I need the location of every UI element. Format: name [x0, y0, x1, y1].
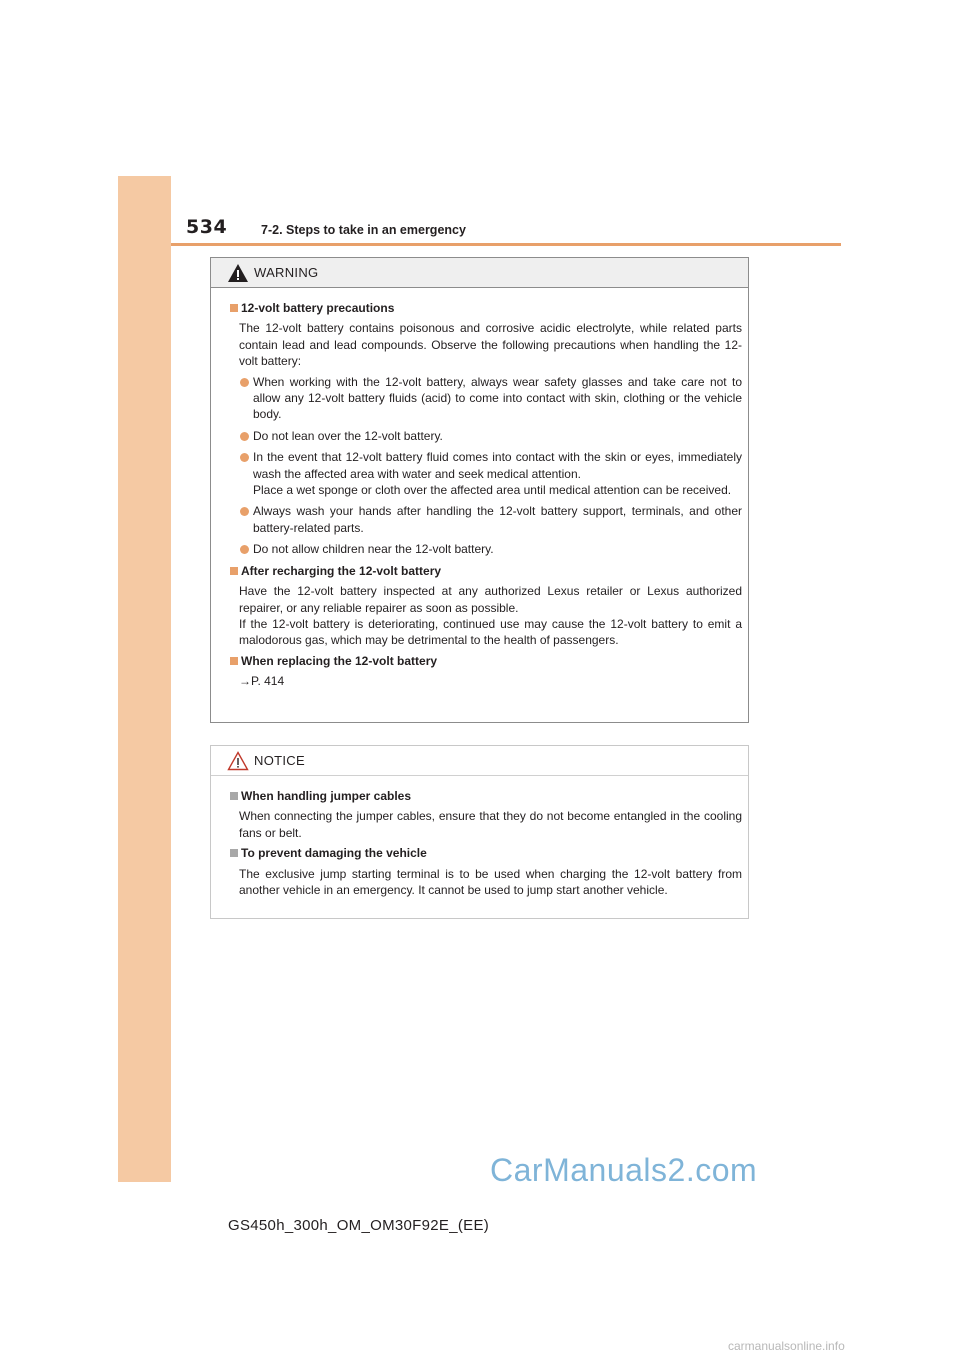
section-heading: When handling jumper cables	[229, 788, 742, 804]
notice-label: NOTICE	[254, 753, 305, 768]
notice-body	[211, 776, 748, 898]
square-bullet-icon	[230, 849, 238, 857]
bullet-item: Do not lean over the 12-volt battery.	[229, 428, 742, 444]
warning-label: WARNING	[254, 265, 319, 280]
section-title: 7-2. Steps to take in an emergency	[261, 223, 466, 237]
square-bullet-icon	[230, 657, 238, 665]
paragraph: The 12-volt battery contains poisonous and corrosive acidic electrolyte, while related parts contain lead and lead compounds. Observe the following precautions when handling the 12-volt battery:	[239, 321, 742, 369]
footer-code: GS450h_300h_OM_OM30F92E_(EE)	[228, 1217, 490, 1234]
bullet-item: In the event that 12-volt battery fluid comes into contact with the skin or eyes, immediately wash the affected area with water and seek medical attention. Place a wet sponge or cloth over the affected area until medical attention can be received.	[229, 449, 742, 498]
warning-body	[211, 288, 748, 690]
paragraph: When connecting the jumper cables, ensure that they do not become entangled in the cooling fans or belt.	[239, 809, 742, 840]
watermark: CarManuals2.com	[490, 1152, 758, 1188]
notice-header	[211, 746, 748, 776]
bullet-item: Do not allow children near the 12-volt battery.	[229, 541, 742, 557]
notice-box	[210, 745, 749, 919]
page-number: 534	[186, 216, 228, 238]
warning-icon	[227, 263, 249, 283]
paragraph: The exclusive jump starting terminal is to be used when charging the 12-volt battery from another vehicle in an emergency. It cannot be used to jump start another vehicle.	[239, 866, 742, 898]
notice-icon	[227, 751, 249, 771]
site-watermark: carmanualsonline.info	[728, 1339, 845, 1353]
page-reference: →P. 414	[239, 674, 285, 689]
square-bullet-icon	[230, 304, 238, 312]
bullet-dot-icon	[240, 432, 249, 441]
square-bullet-icon	[230, 567, 238, 575]
square-bullet-icon	[230, 792, 238, 800]
section-heading: After recharging the 12-volt battery	[229, 563, 742, 579]
bullet-dot-icon	[240, 545, 249, 554]
header-rule	[171, 243, 841, 246]
section-heading: When replacing the 12-volt battery	[229, 653, 742, 669]
bullet-item: When working with the 12-volt battery, always wear safety glasses and take care not to allow any 12-volt battery fluids (acid) to come into contact with skin, clothing or the vehicle body.	[229, 374, 742, 423]
warning-box	[210, 257, 749, 723]
paragraph: Have the 12-volt battery inspected at any authorized Lexus retailer or Lexus authorized repairer, or any reliable repairer as soon as possible. If the 12-volt battery is deteriorating, continued use may cause the 12-volt battery to emit a malodorous gas, which may be detrimental to the health of passengers.	[239, 584, 742, 648]
bullet-item: Always wash your hands after handling the 12-volt battery support, terminals, and other battery-related parts.	[229, 503, 742, 536]
section-heading: 12-volt battery precautions	[229, 300, 742, 316]
section-heading: To prevent damaging the vehicle	[229, 845, 742, 861]
warning-header	[211, 258, 748, 288]
bullet-dot-icon	[240, 453, 249, 462]
bullet-dot-icon	[240, 378, 249, 387]
side-tab	[118, 176, 171, 1182]
bullet-dot-icon	[240, 507, 249, 516]
